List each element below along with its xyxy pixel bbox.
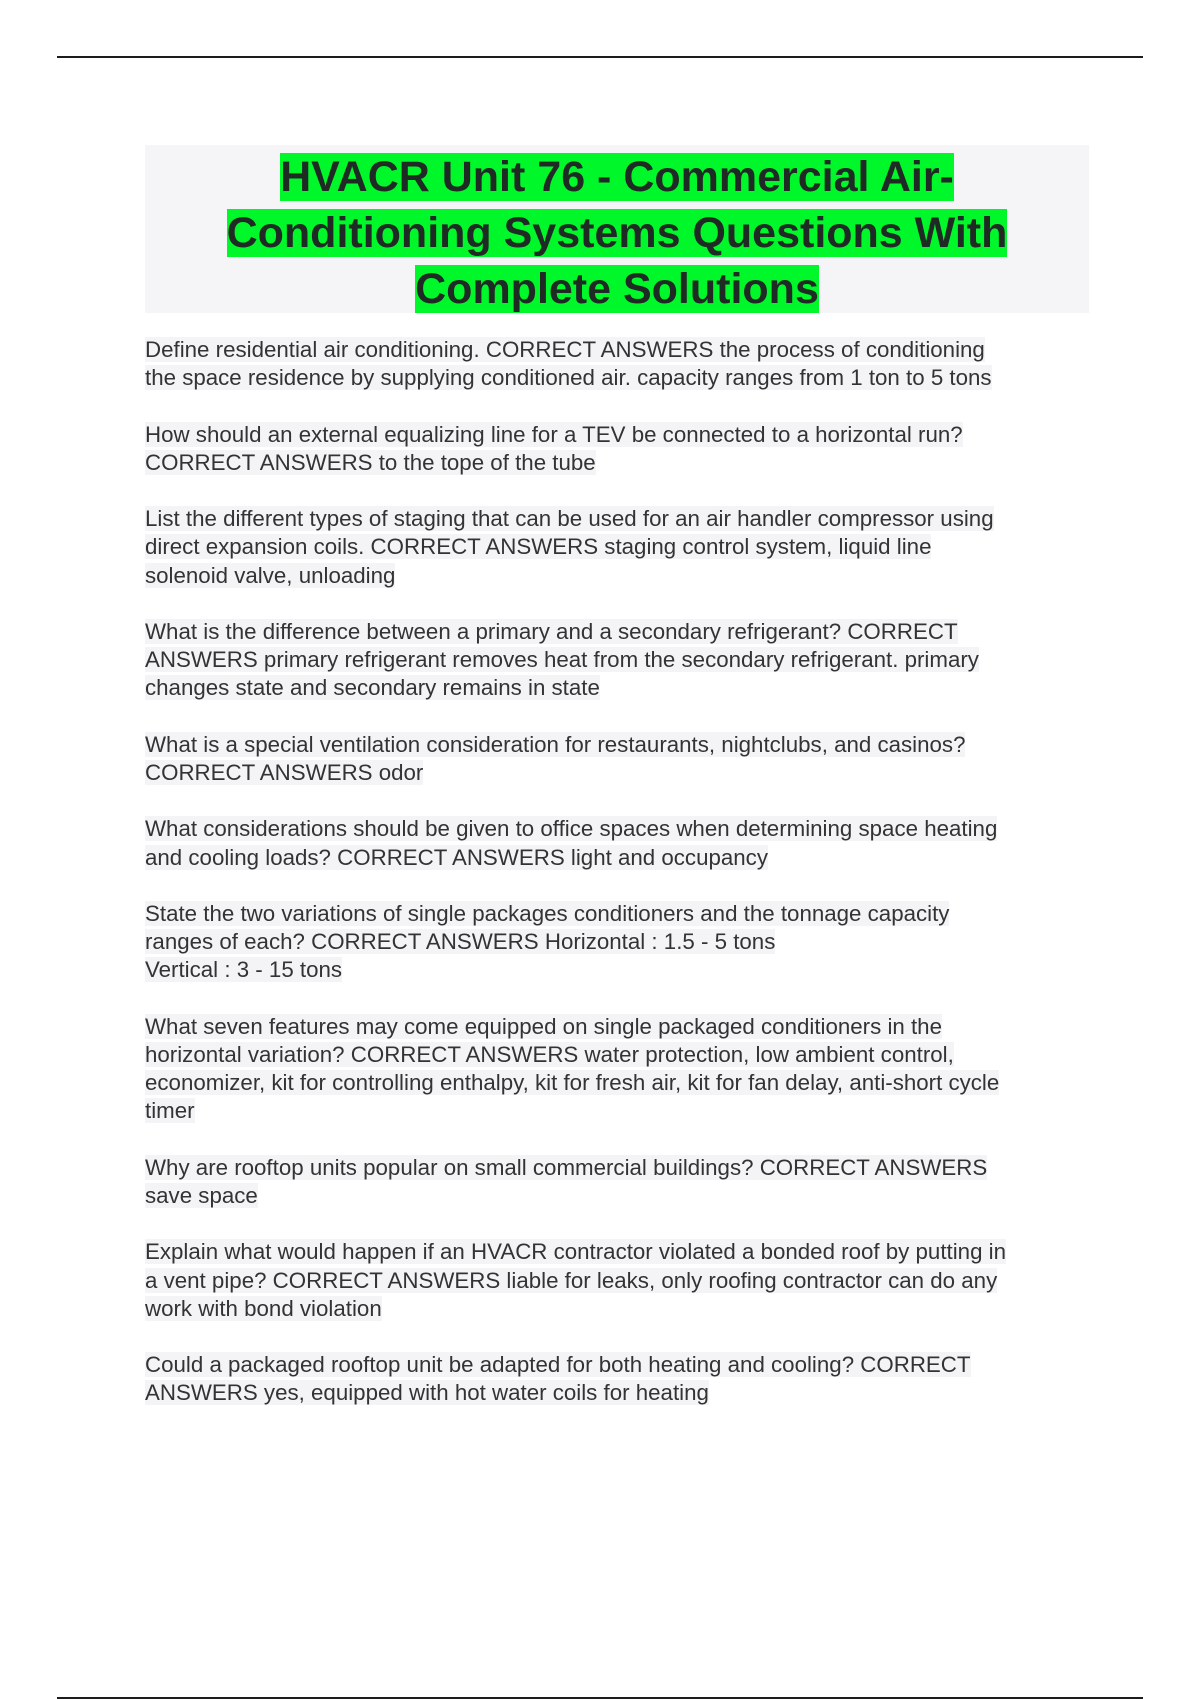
qa-line: save space — [145, 1182, 258, 1208]
qa-item — [145, 731, 1085, 787]
qa-line: the space residence by supplying conditioned air. capacity ranges from 1 ton to 5 tons — [145, 365, 992, 391]
qa-line: Vertical : 3 - 15 tons — [145, 957, 343, 983]
qa-item — [145, 1238, 1085, 1323]
qa-line: What is a special ventilation consideration for restaurants, nightclubs, and casinos? — [145, 731, 966, 757]
qa-line: What considerations should be given to office spaces when determining space heating — [145, 816, 998, 842]
qa-list — [145, 336, 1085, 1436]
title-line: Complete Solutions — [415, 265, 819, 313]
qa-item — [145, 618, 1085, 703]
qa-line: ranges of each? CORRECT ANSWERS Horizontal : 1.5 - 5 tons — [145, 929, 776, 955]
title-line: Conditioning Systems Questions With — [226, 209, 1008, 257]
qa-line: ANSWERS primary refrigerant removes heat from the secondary refrigerant. primary — [145, 647, 979, 673]
qa-line: Define residential air conditioning. CORRECT ANSWERS the process of conditioning — [145, 337, 985, 362]
qa-line: How should an external equalizing line for a TEV be connected to a horizontal run? — [145, 421, 963, 447]
qa-line: State the two variations of single packages conditioners and the tonnage capacity — [145, 900, 950, 926]
qa-line: changes state and secondary remains in state — [145, 675, 600, 701]
qa-line: Explain what would happen if an HVACR contractor violated a bonded roof by putting in — [145, 1239, 1007, 1265]
qa-line: CORRECT ANSWERS to the tope of the tube — [145, 449, 596, 475]
qa-item — [145, 900, 1085, 985]
qa-line: work with bond violation — [145, 1295, 382, 1321]
page-title — [145, 145, 1089, 317]
qa-item — [145, 815, 1085, 871]
qa-line: CORRECT ANSWERS odor — [145, 759, 424, 785]
qa-item — [145, 421, 1085, 477]
qa-line: horizontal variation? CORRECT ANSWERS water protection, low ambient control, — [145, 1041, 954, 1067]
qa-line: and cooling loads? CORRECT ANSWERS light and occupancy — [145, 844, 768, 870]
qa-line: solenoid valve, unloading — [145, 562, 396, 588]
qa-line: a vent pipe? CORRECT ANSWERS liable for leaks, only roofing contractor can do any — [145, 1267, 998, 1293]
top-divider — [57, 56, 1143, 58]
qa-item — [145, 505, 1085, 590]
qa-line: Could a packaged rooftop unit be adapted for both heating and cooling? CORRECT — [145, 1352, 971, 1378]
qa-line: What is the difference between a primary and a secondary refrigerant? CORRECT — [145, 618, 958, 644]
qa-item — [145, 336, 1085, 392]
qa-line: What seven features may come equipped on single packaged conditioners in the — [145, 1013, 942, 1039]
qa-line: Why are rooftop units popular on small commercial buildings? CORRECT ANSWERS — [145, 1154, 988, 1180]
qa-item — [145, 1351, 1085, 1407]
qa-line: List the different types of staging that can be used for an air handler compressor using — [145, 506, 994, 532]
bottom-divider — [57, 1697, 1143, 1699]
title-banner — [145, 145, 1089, 313]
title-line: HVACR Unit 76 - Commercial Air- — [280, 153, 954, 201]
qa-line: direct expansion coils. CORRECT ANSWERS staging control system, liquid line — [145, 534, 932, 560]
qa-item — [145, 1013, 1085, 1126]
qa-line: ANSWERS yes, equipped with hot water coils for heating — [145, 1380, 709, 1406]
qa-item — [145, 1154, 1085, 1210]
qa-line: economizer, kit for controlling enthalpy, kit for fresh air, kit for fan delay, anti-short cycle — [145, 1070, 1000, 1096]
qa-line: timer — [145, 1098, 195, 1124]
